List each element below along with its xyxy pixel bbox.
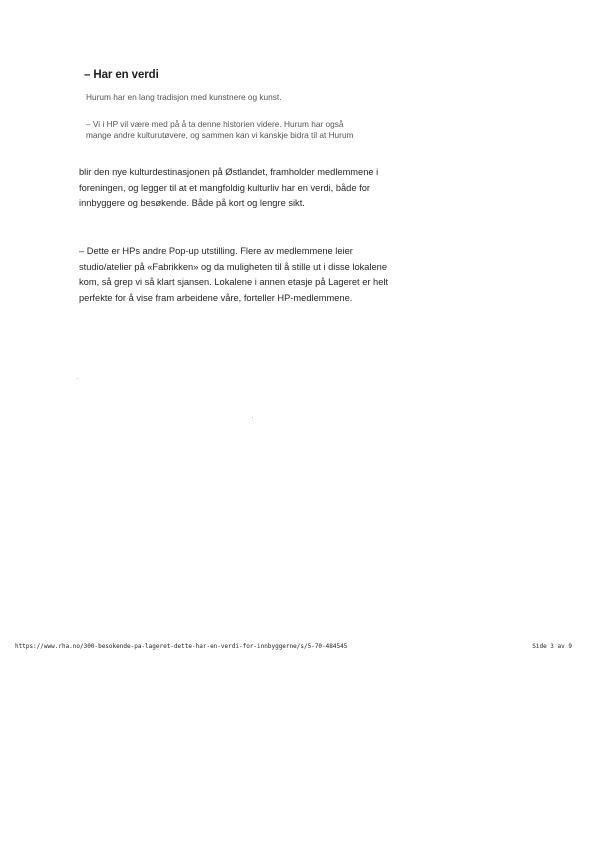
footer-page-number: Side 3 av 9 xyxy=(532,643,572,650)
footer-url: https://www.rha.no/300-besokende-pa-lageret-dette-har-en-verdi-for-innbyggerne/s/5-70-484545 xyxy=(15,643,348,650)
quote-line: mange andre kulturutøvere, og sammen kan vi kanskje bidra til at Hurum xyxy=(86,130,354,140)
continuation-line: blir den nye kulturdestinasjonen på Østlandet, framholder medlemmene i xyxy=(79,167,379,177)
section-heading: – Har en verdi xyxy=(84,69,159,81)
scan-speck xyxy=(252,417,253,418)
continuation-line: foreningen, og legger til at et mangfoldig kulturliv har en verdi, både for xyxy=(79,182,370,193)
scan-speck xyxy=(77,378,78,379)
quote-paragraph xyxy=(86,119,526,141)
popup-line: – Dette er HPs andre Pop-up utstilling. Flere av medlemmene leier xyxy=(79,246,353,256)
popup-line: studio/atelier på «Fabrikken» og da muligheten til å stille ut i disse lokalene xyxy=(79,261,388,272)
quote-line: – Vi i HP vil være med på å ta denne historien videre. Hurum har også xyxy=(86,119,344,129)
intro-paragraph: Hurum har en lang tradisjon med kunstnere og kunst. xyxy=(86,92,282,102)
continuation-line: innbyggere og besøkende. Både på kort og lengre sikt. xyxy=(79,198,305,208)
popup-paragraph xyxy=(79,244,529,306)
popup-line: perfekte for å vise fram arbeidene våre, forteller HP-medlemmene. xyxy=(79,292,353,303)
continuation-paragraph xyxy=(79,165,529,212)
popup-line: kom, så grep vi så klart sjansen. Lokalene i annen etasje på Lageret er helt xyxy=(79,277,389,287)
